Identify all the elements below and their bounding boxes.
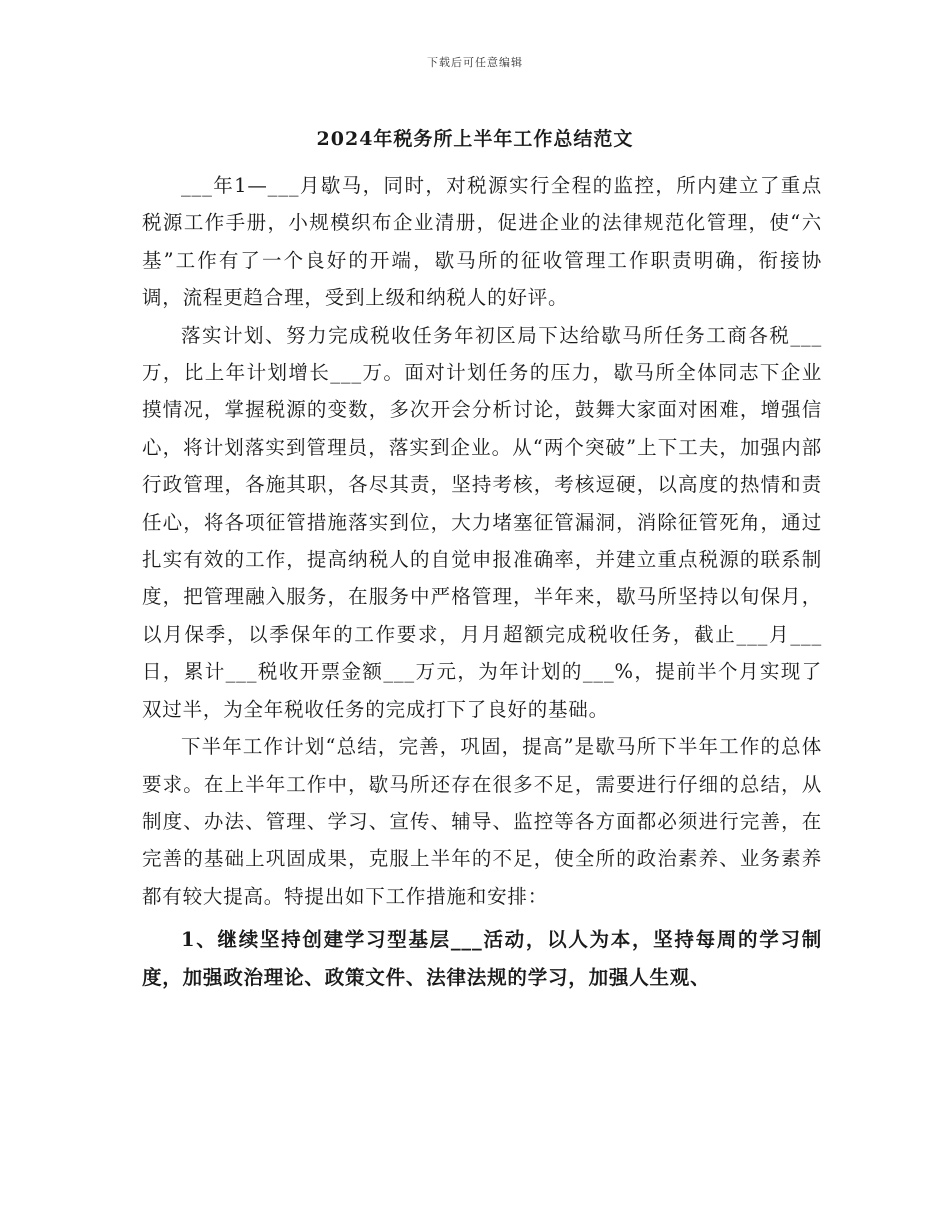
- paragraph-4: 1、继续坚持创建学习型基层___活动，以人为本，坚持每周的学习制度，加强政治理论、政策文件、法律法规的学习，加强人生观、: [142, 928, 822, 989]
- paragraph-3: 下半年工作计划“总结，完善，巩固，提高”是歇马所下半年工作的总体要求。在上半年工作中，歇马所还存在很多不足，需要进行仔细的总结，从制度、办法、管理、学习、宣传、辅导、监控等各方面都必须进行完善，在完善的基础上巩固成果，克服上半年的不足，使全所的政治素养、业务素养都有较大提高。特提出如下工作措施和安排：: [142, 735, 822, 908]
- header-note: 下载后可任意编辑: [427, 56, 523, 69]
- paragraph-2: 落实计划、努力完成税收任务年初区局下达给歇马所任务工商各税___万，比上年计划增长___万。面对计划任务的压力，歇马所全体同志下企业摸情况，掌握税源的变数，多次开会分析讨论，鼓舞大家面对困难，增强信心，将计划落实到管理员，落实到企业。从“两个突破”上下工夫，加强内部行政管理，各施其职，各尽其责，坚持考核，考核逗硬，以高度的热情和责任心，将各项征管措施落实到位，大力堵塞征管漏洞，消除征管死角，通过扎实有效的工作，提高纳税人的自觉申报准确率，并建立重点税源的联系制度，把管理融入服务，在服务中严格管理，半年来，歇马所坚持以旬保月，以月保季，以季保年的工作要求，月月超额完成税收任务，截止___月___日，累计___税收开票金额___万元，为年计划的___%，提前半个月实现了双过半，为全年税收任务的完成打下了良好的基础。: [142, 323, 822, 721]
- document-title: 2024年税务所上半年工作总结范文: [316, 128, 634, 150]
- paragraph-1: ___年1—___月歇马，同时，对税源实行全程的监控，所内建立了重点税源工作手册，小规模织布企业清册，促进企业的法律规范化管理，使“六基”工作有了一个良好的开端，歇马所的征收管理工作职责明确，衔接协调，流程更趋合理，受到上级和纳税人的好评。: [142, 174, 822, 310]
- document-body: [142, 167, 822, 996]
